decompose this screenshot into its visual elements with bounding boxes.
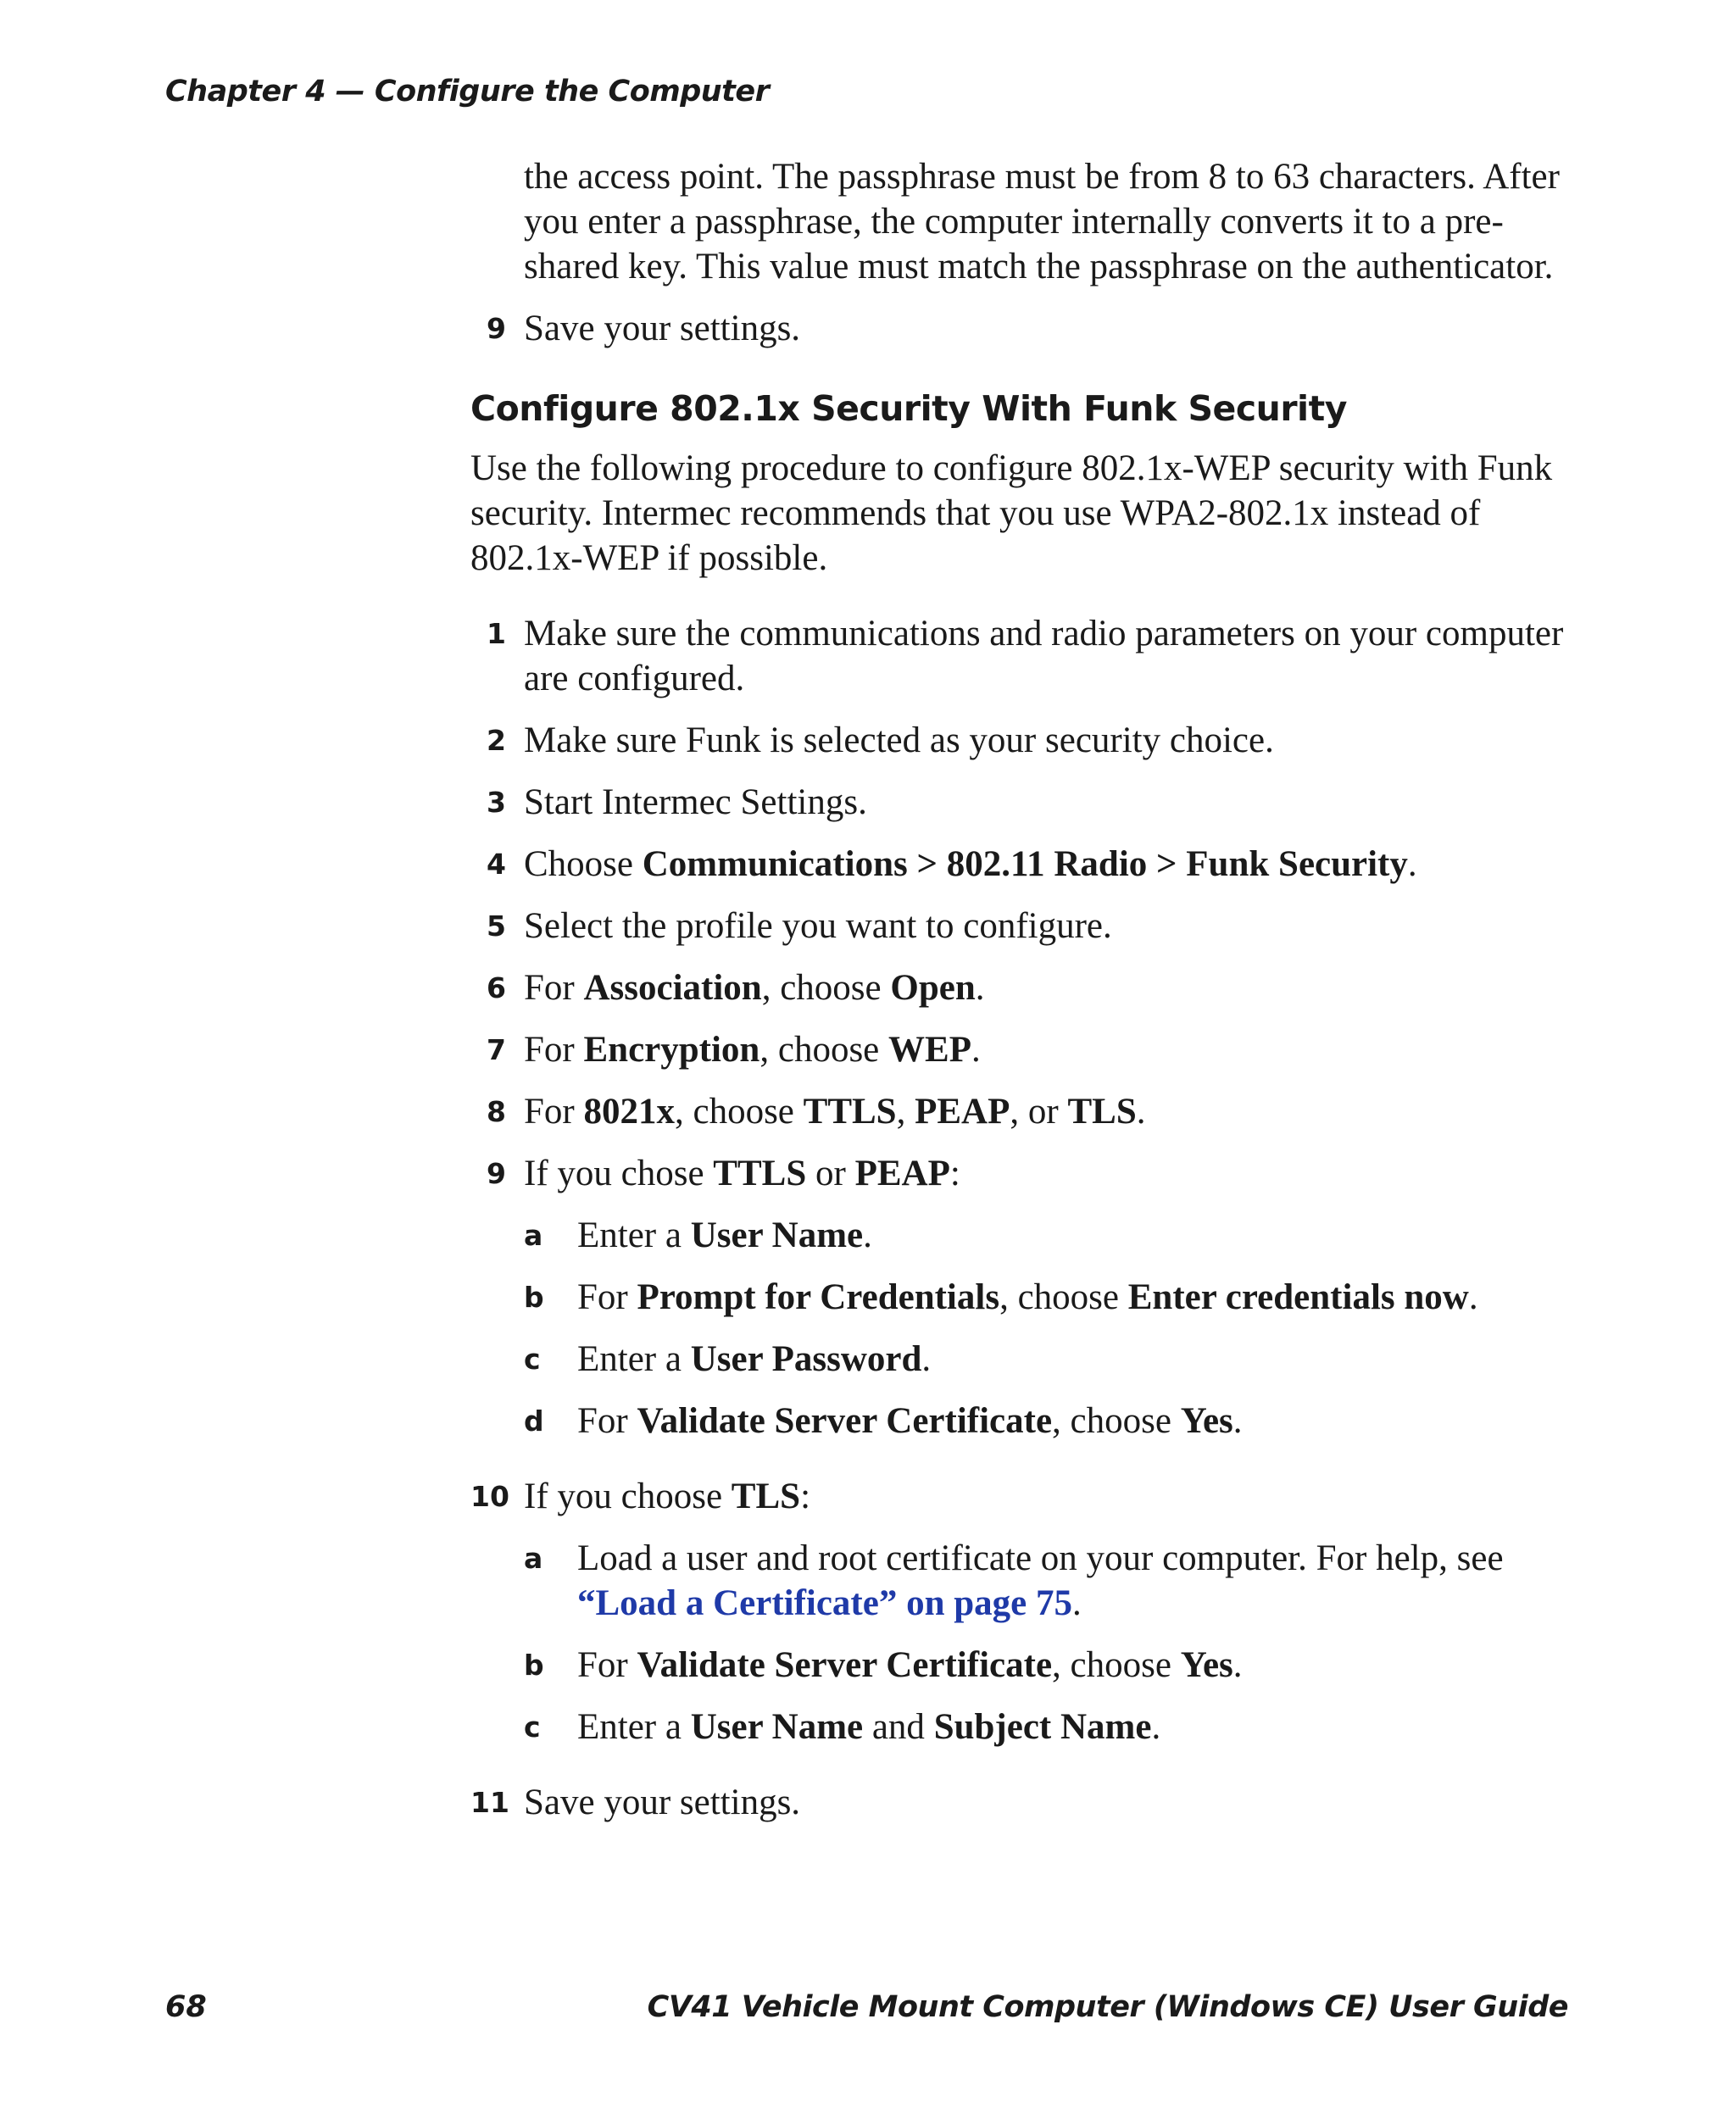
setting-value: Enter credentials now xyxy=(1127,1277,1469,1317)
setting-name: Association xyxy=(583,968,762,1008)
substep-letter: b xyxy=(524,1281,544,1314)
text-run: . xyxy=(1468,1277,1478,1317)
step-number: 3 xyxy=(487,786,506,819)
step-number: 9 xyxy=(487,312,506,345)
step-4 xyxy=(470,842,1572,887)
step-5 xyxy=(470,904,1572,948)
step-text xyxy=(524,968,985,1008)
step-text: Make sure the communications and radio parameters on your computer are configured. xyxy=(524,614,1564,698)
text-run: . xyxy=(971,1030,981,1070)
step-text xyxy=(524,1154,960,1193)
step-text: Make sure Funk is selected as your security choice. xyxy=(524,720,1274,760)
setting-name: Subject Name xyxy=(933,1707,1152,1747)
substep-letter: d xyxy=(524,1404,544,1438)
step-text: Save your settings. xyxy=(524,309,801,348)
text-run: . xyxy=(1072,1583,1082,1623)
step-9 xyxy=(470,1151,1572,1443)
section-intro: Use the following procedure to configure 802.1x-WEP security with Funk security. Intermec recommends that you use WPA2-802.1x instead of 802.1x-WEP if possible. xyxy=(470,448,1553,578)
text-run: , xyxy=(896,1092,915,1132)
substep-10c xyxy=(524,1705,1572,1749)
substep-letter: a xyxy=(524,1542,543,1575)
step-number: 10 xyxy=(470,1480,509,1513)
setting-value: TLS xyxy=(731,1477,801,1516)
chapter-header: Chapter 4 — Configure the Computer xyxy=(165,75,770,108)
setting-name: Prompt for Credentials xyxy=(637,1277,1000,1317)
text-run: , choose xyxy=(1052,1645,1181,1685)
substep-9b xyxy=(524,1275,1572,1320)
substep-letter: c xyxy=(524,1710,541,1744)
substep-letter: c xyxy=(524,1343,541,1376)
setting-value: TTLS xyxy=(713,1154,807,1193)
step-7 xyxy=(470,1027,1572,1072)
page-number: 68 xyxy=(165,1990,207,2024)
text-run: , or xyxy=(1010,1092,1068,1132)
step-number: 7 xyxy=(487,1033,506,1066)
step-text xyxy=(524,844,1417,884)
substep-9d xyxy=(524,1399,1572,1443)
setting-value: TLS xyxy=(1067,1092,1137,1132)
text-run: . xyxy=(1232,1645,1243,1685)
step-text: Start Intermec Settings. xyxy=(524,782,867,822)
substep-text xyxy=(577,1538,1504,1623)
step-text: Select the profile you want to configure. xyxy=(524,906,1112,946)
setting-name: Validate Server Certificate xyxy=(637,1645,1053,1685)
setting-name: Encryption xyxy=(583,1030,760,1070)
step-text xyxy=(524,1477,810,1516)
step-text xyxy=(524,1030,981,1070)
text-run: , choose xyxy=(760,1030,889,1070)
step-text: Save your settings. xyxy=(524,1783,801,1822)
substep-10a xyxy=(524,1536,1572,1626)
text-run: For xyxy=(524,968,584,1008)
cross-reference-link[interactable]: “Load a Certificate” on page 75 xyxy=(577,1583,1073,1623)
setting-name: Validate Server Certificate xyxy=(637,1401,1053,1441)
setting-name: User Name xyxy=(690,1707,864,1747)
text-run: . xyxy=(1151,1707,1161,1747)
step-number: 6 xyxy=(487,971,506,1004)
step-1 xyxy=(470,611,1572,701)
step-number: 8 xyxy=(487,1095,506,1128)
substep-text xyxy=(577,1215,872,1255)
step-6 xyxy=(470,965,1572,1010)
continuation-paragraph: the access point. The passphrase must be from 8 to 63 characters. After you enter a passphrase, the computer internally converts it to a pre-shared key. This value must match the passphrase on the authenticator. xyxy=(524,157,1560,286)
step-8 xyxy=(470,1089,1572,1134)
text-run: , choose xyxy=(1052,1401,1181,1441)
step-3 xyxy=(470,780,1572,825)
step-10 xyxy=(470,1474,1572,1749)
step-number: 2 xyxy=(487,724,506,757)
step-number: 5 xyxy=(487,909,506,943)
menu-path: Communications > 802.11 Radio > Funk Security xyxy=(642,844,1408,884)
text-run: Enter a xyxy=(577,1339,691,1379)
page-content xyxy=(470,154,1572,1825)
step-2 xyxy=(470,718,1572,763)
text-run: . xyxy=(921,1339,932,1379)
text-run: . xyxy=(863,1215,872,1255)
substep-text xyxy=(577,1707,1160,1747)
text-run: : xyxy=(949,1154,960,1193)
text-run: For xyxy=(577,1645,637,1685)
substep-letter: b xyxy=(524,1649,544,1682)
setting-name: 8021x xyxy=(583,1092,675,1132)
text-run: or xyxy=(806,1154,855,1193)
substep-text xyxy=(577,1645,1243,1685)
guide-title: CV41 Vehicle Mount Computer (Windows CE) User Guide xyxy=(647,1990,1568,2024)
text-run: Enter a xyxy=(577,1215,691,1255)
setting-value: Yes xyxy=(1180,1645,1233,1685)
text-run: , choose xyxy=(999,1277,1128,1317)
text-run: If you choose xyxy=(524,1477,732,1516)
text-run: , choose xyxy=(761,968,891,1008)
setting-value: PEAP xyxy=(854,1154,950,1193)
step-number: 4 xyxy=(487,848,506,881)
setting-name: User Password xyxy=(690,1339,922,1379)
substep-9c xyxy=(524,1337,1572,1382)
text-run: For xyxy=(577,1277,637,1317)
substep-text xyxy=(577,1339,931,1379)
step-number: 1 xyxy=(487,617,506,650)
text-run: For xyxy=(577,1401,637,1441)
section-title: Configure 802.1x Security With Funk Security xyxy=(470,388,1347,429)
text-run: For xyxy=(524,1030,584,1070)
text-run: : xyxy=(800,1477,811,1516)
setting-value: WEP xyxy=(888,1030,971,1070)
substep-10b xyxy=(524,1643,1572,1688)
setting-name: User Name xyxy=(690,1215,864,1255)
text-run: Enter a xyxy=(577,1707,691,1747)
setting-value: TTLS xyxy=(803,1092,897,1132)
step-number: 11 xyxy=(470,1786,509,1819)
step-number: 9 xyxy=(487,1157,506,1190)
text-run: . xyxy=(1136,1092,1146,1132)
setting-value: Open xyxy=(890,968,976,1008)
step-9-previous xyxy=(470,306,1572,351)
text-run: and xyxy=(863,1707,934,1747)
substep-text xyxy=(577,1401,1243,1441)
substep-9a xyxy=(524,1213,1572,1258)
text-run: . xyxy=(1407,844,1417,884)
text-run: If you chose xyxy=(524,1154,714,1193)
step-text xyxy=(524,1092,1146,1132)
text-run: Load a user and root certificate on your computer. For help, see xyxy=(577,1538,1504,1578)
setting-value: PEAP xyxy=(915,1092,1010,1132)
setting-value: Yes xyxy=(1180,1401,1233,1441)
substep-letter: a xyxy=(524,1219,543,1252)
text-run: . xyxy=(1232,1401,1243,1441)
step-11 xyxy=(470,1780,1572,1825)
text-run: . xyxy=(975,968,985,1008)
text-run: For xyxy=(524,1092,584,1132)
substep-text xyxy=(577,1277,1478,1317)
text-run: , choose xyxy=(674,1092,804,1132)
text-run: Choose xyxy=(524,844,643,884)
